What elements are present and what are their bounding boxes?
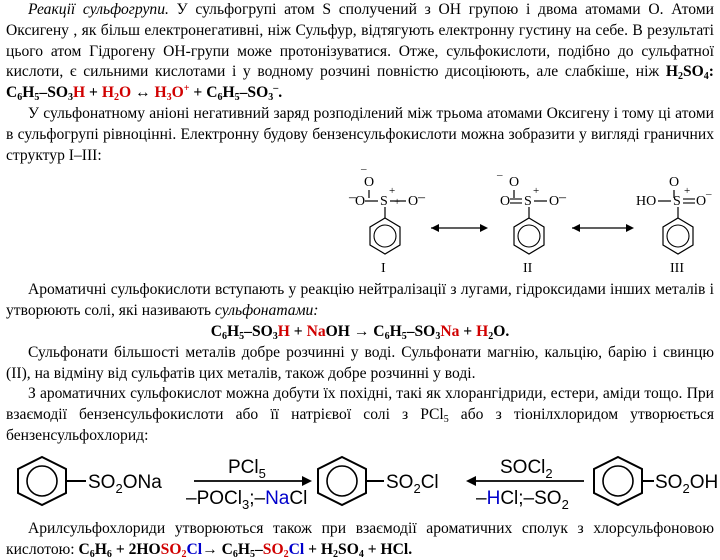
benzene-ring-right	[594, 457, 654, 505]
charge-plus-1a: +	[389, 185, 396, 198]
benzene-ring-middle	[318, 457, 384, 505]
atom-o-top-3: O	[669, 175, 680, 191]
structure-label-1: I	[381, 261, 386, 277]
atom-s-3: S	[673, 194, 681, 210]
atom-s-1: S	[380, 194, 388, 210]
sulfonic-acid-group: $SO_2OH$	[655, 471, 719, 496]
benzene-ring-left	[18, 457, 86, 505]
section-title: Реакції сульфогрупи.	[28, 1, 169, 18]
atom-ho-left-3: HO	[636, 194, 657, 210]
atom-o-right-2: O	[549, 194, 560, 210]
charge-plus-1b: +	[394, 196, 401, 209]
paragraph-neutralization: Ароматичні сульфокислоти вступають у реакцію нейтралізації з лугами, гідроксидами інших металів і утворюють солі, які називають сульфонатами:	[6, 281, 714, 320]
paragraph-sulfonate-anion: У сульфонатному аніоні негативний заряд розподілений між трьома атомами Оксигену і тому ці атоми в сульфогрупі рівноцінні. Електронну будову бензенсульфокислоти можна зобразити у вигляді граничних структур І–ІІІ:	[6, 104, 714, 164]
document-page	[6, 0, 719, 560]
term-sulfonates: сульфонатами:	[214, 302, 319, 320]
byproducts-2: $-HCl;-SO_2$	[476, 487, 569, 512]
charge-plus-2: +	[533, 185, 540, 198]
charge-plus-3: +	[684, 185, 691, 198]
sulfochloride-reaction-scheme	[6, 449, 719, 515]
structure-3	[636, 175, 712, 276]
resonance-structures	[6, 163, 714, 280]
paragraph-derivatives: З ароматичних сульфокислот можна добути їх похідні, такі як хлорангідриди, естери, аміди тощо. При взаємодії бензенсульфокислоти або її натрієвої солі з PCl$_5$ або з тіонілхлоридом утворюється бензенсульфохлорид:	[6, 385, 714, 444]
byproducts-1: –POCl$_3$;–NaCl	[186, 487, 308, 512]
resonance-structures-diagram	[6, 163, 714, 280]
charge-minus-right-1: –	[418, 190, 425, 206]
sodium-sulfonate-group: $SO_2ONa$	[88, 471, 162, 496]
paragraph-chlorosulfonation: Арилсульфохлориди утворюються також при взаємодії ароматичних сполук з хлорсульфоновою кислотою: $C_6H_6$ + $2HOSO_2Cl\to C_6H_5-SO_2Cl + H_2SO_4$ + HCl.	[6, 519, 714, 560]
reaction-scheme-diagram	[6, 449, 719, 515]
resonance-arrow-2-3	[572, 224, 634, 232]
equation-neutralization: $C_6H_5-SO_3H$ + NaOH → $C_6H_5-SO_3Na + H_2O$.	[210, 322, 510, 342]
atom-o-top-1: O	[364, 175, 375, 191]
paragraph-sulfo-reactions: Реакції сульфогрупи. У сульфогрупі атом S сполучений з ОН групою і двома атомами О. Атоми Оксигену , як більш електронегативні, ніж Сульфур, відтягують електронну густину на себе. В результаті цього атом Гідрогену ОН-групи може протонізуватися. Отже, сульфокислоти, подібно до сульфатної кислоти, є сильними кислотами і у водному розчині повністю дисоціюють, але слабкіше, ніж $H_2SO_4$: $C_6H_5-SO_3H + H_2O$ ↔ $H_3O^+ + C_6H_5-SO_3^-$.	[6, 1, 715, 104]
reagent-pcl5: PCl$_5$	[228, 456, 266, 481]
equation-dissociation: $H_2SO_4$: $C_6H_5-SO_3H + H_2O$ ↔ $H_3O^+ + C_6H_5-SO_3^-$.	[6, 63, 714, 104]
structure-1	[348, 163, 426, 276]
atom-o-right-1: O	[408, 194, 419, 210]
atom-o-left-1: O	[355, 194, 366, 210]
atom-o-right-3: O	[696, 194, 707, 210]
charge-minus-top-1: –	[361, 163, 367, 176]
charge-minus-right-2: –	[559, 190, 566, 206]
sulfonyl-chloride-group: $SO_2Cl$	[386, 471, 439, 496]
structure-label-2: II	[523, 261, 533, 277]
structure-2	[496, 169, 567, 276]
equation-chlorosulfonation: $C_6H_6$ + $2HOSO_2Cl\to C_6H_5-SO_2Cl + H_2SO_4$ + HCl.	[78, 540, 413, 560]
reagent-socl2: SOCl$_2$	[500, 456, 553, 481]
atom-s-2: S	[524, 194, 532, 210]
resonance-arrow-1-2	[431, 224, 488, 232]
atom-o-top-2: O	[509, 175, 520, 191]
charge-minus-left-1: –	[349, 190, 356, 206]
structure-label-3: III	[670, 261, 684, 277]
charge-minus-top-2: –	[497, 169, 503, 182]
atom-o-left-2: O	[500, 194, 511, 210]
charge-minus-right-3: –	[706, 188, 712, 201]
paragraph-solubility: Сульфонати більшості металів добре розчинні у воді. Сульфонати магнію, кальцію, барію і свинцю (ІІ), на відміну від сульфатів цих металів, також добре розчинні у воді.	[6, 343, 714, 382]
